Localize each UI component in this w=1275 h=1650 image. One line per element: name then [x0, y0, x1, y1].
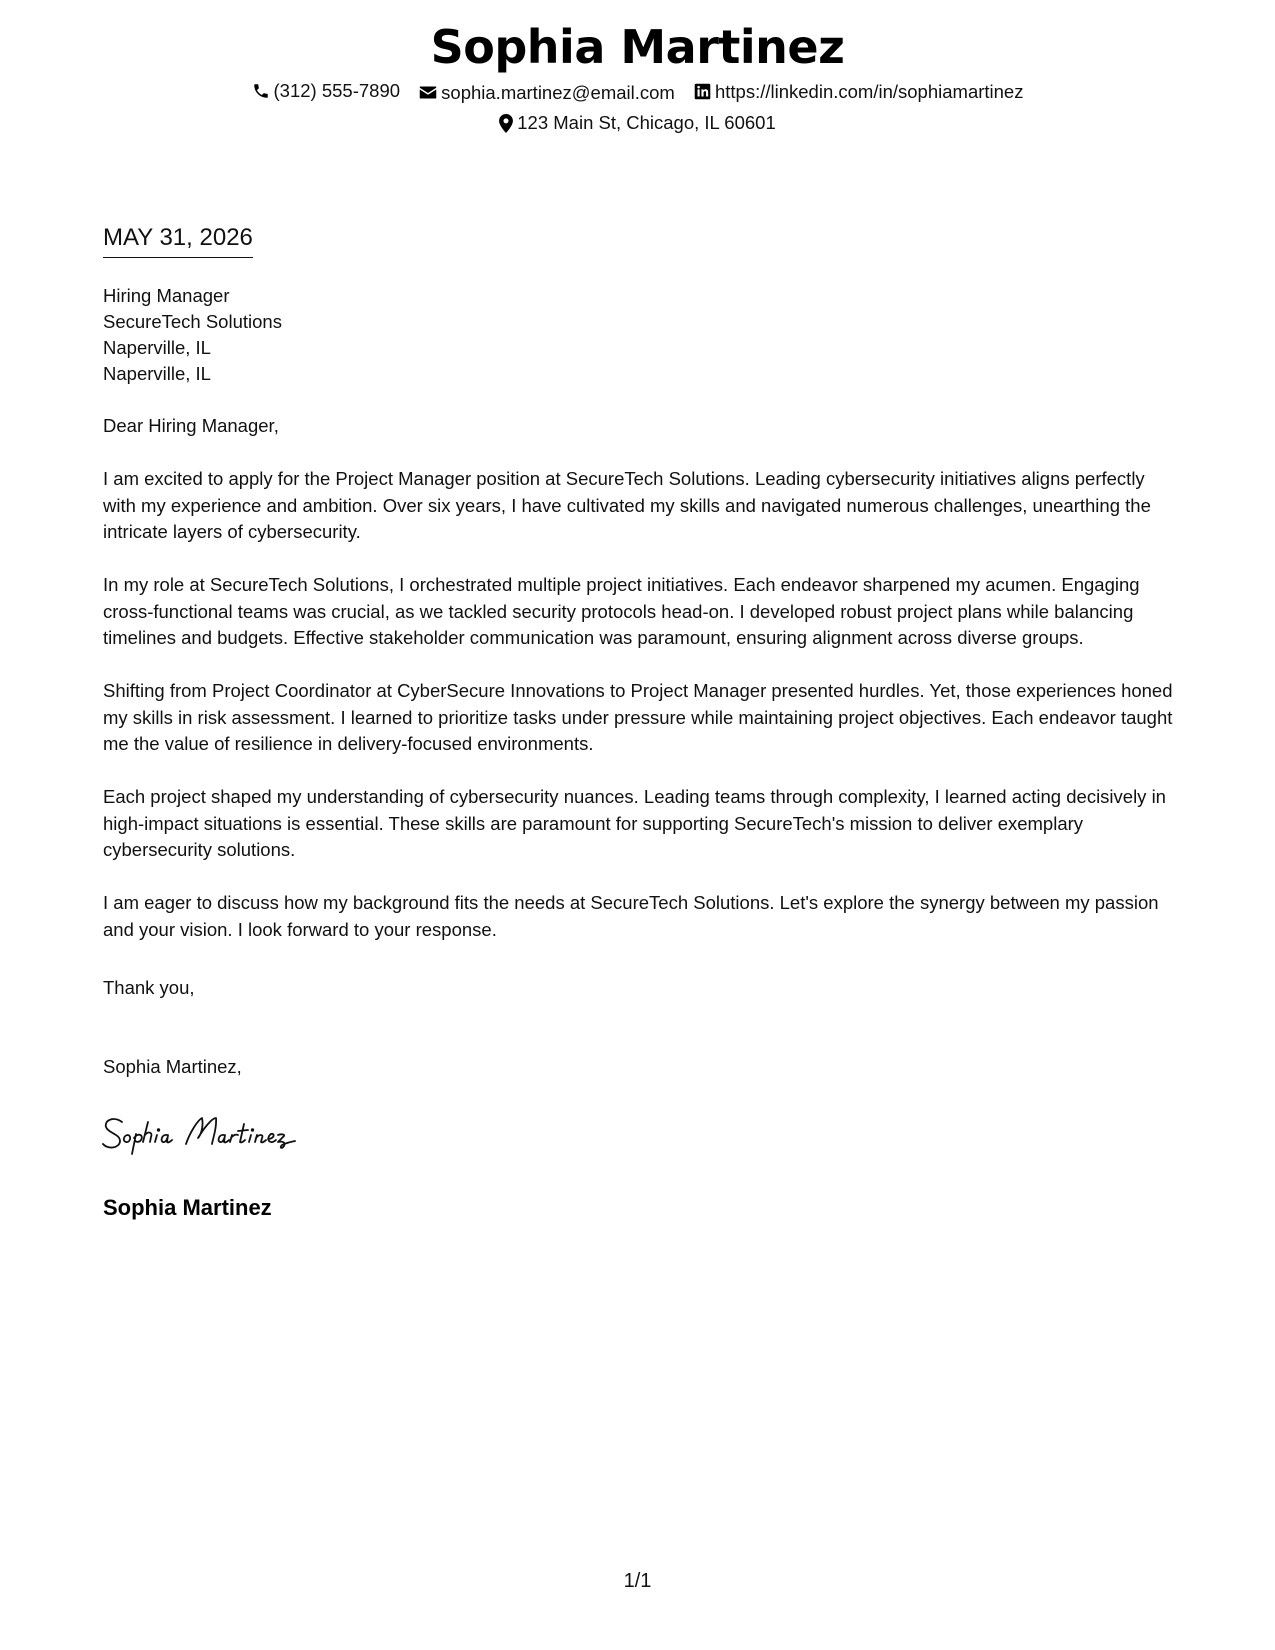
recipient-company: SecureTech Solutions	[103, 311, 282, 332]
letter-body	[103, 413, 1178, 970]
letter-date: MAY 31, 2026	[103, 224, 253, 258]
closing-phrase: Thank you,	[103, 977, 195, 998]
recipient-location: Naperville, IL	[103, 363, 211, 384]
contact-linkedin	[694, 81, 1023, 103]
contact-line-secondary	[0, 112, 1275, 138]
recipient-title: Hiring Manager	[103, 285, 230, 306]
phone-icon	[252, 82, 270, 100]
body-paragraph: I am excited to apply for the Project Manager position at SecureTech Solutions. Leading cybersecurity initiatives aligns perfectly with my experience and ambition. Over six years, I have cultivated my skills and navigated numerous challenges, unearthing the intricate layers of cybersecurity.	[103, 468, 1151, 542]
body-paragraph: Shifting from Project Coordinator at CyberSecure Innovations to Project Manager presented hurdles. Yet, those experiences honed my skills in risk assessment. I learned to prioritize tasks under pressure while maintaining project objectives. Each endeavor taught me the value of resilience in delivery-focused environments.	[103, 680, 1173, 754]
signoff-name: Sophia Martinez,	[103, 1056, 242, 1077]
contact-email	[419, 82, 675, 104]
salutation: Dear Hiring Manager,	[103, 415, 279, 436]
contact-line-primary	[0, 80, 1275, 105]
recipient-block	[103, 283, 282, 387]
email-address[interactable]: sophia.martinez@email.com	[441, 81, 675, 103]
phone-number: (312) 555-7890	[273, 80, 401, 101]
street-address: 123 Main St, Chicago, IL 60601	[517, 112, 776, 133]
page-number: 1/1	[623, 1570, 652, 1592]
recipient-city: Naperville, IL	[103, 337, 211, 358]
contact-address	[499, 112, 776, 134]
body-paragraph: I am eager to discuss how my background fits the needs at SecureTech Solutions. Let's explore the synergy between my passion and your vision. I look forward to your response.	[103, 892, 1159, 940]
map-marker-icon	[499, 114, 513, 133]
applicant-name: Sophia Martinez	[430, 20, 845, 74]
body-paragraph: Each project shaped my understanding of cybersecurity nuances. Leading teams through complexity, I learned acting decisively in high-impact situations is essential. These skills are paramount for supporting SecureTech's mission to deliver exemplary cybersecurity solutions.	[103, 786, 1166, 860]
linkedin-icon	[694, 83, 711, 100]
handwritten-signature	[100, 1108, 360, 1158]
printed-signature-name: Sophia Martinez	[103, 1195, 272, 1220]
body-paragraph: In my role at SecureTech Solutions, I orchestrated multiple project initiatives. Each endeavor sharpened my acumen. Engaging cross-functional teams was crucial, as we tackled security protocols head-on. I developed robust project plans while balancing timelines and budgets. Effective stakeholder communication was paramount, ensuring alignment across diverse groups.	[103, 574, 1140, 648]
envelope-icon	[419, 85, 437, 100]
contact-phone	[252, 80, 401, 102]
linkedin-url[interactable]: https://linkedin.com/in/sophiamartinez	[714, 80, 1024, 102]
